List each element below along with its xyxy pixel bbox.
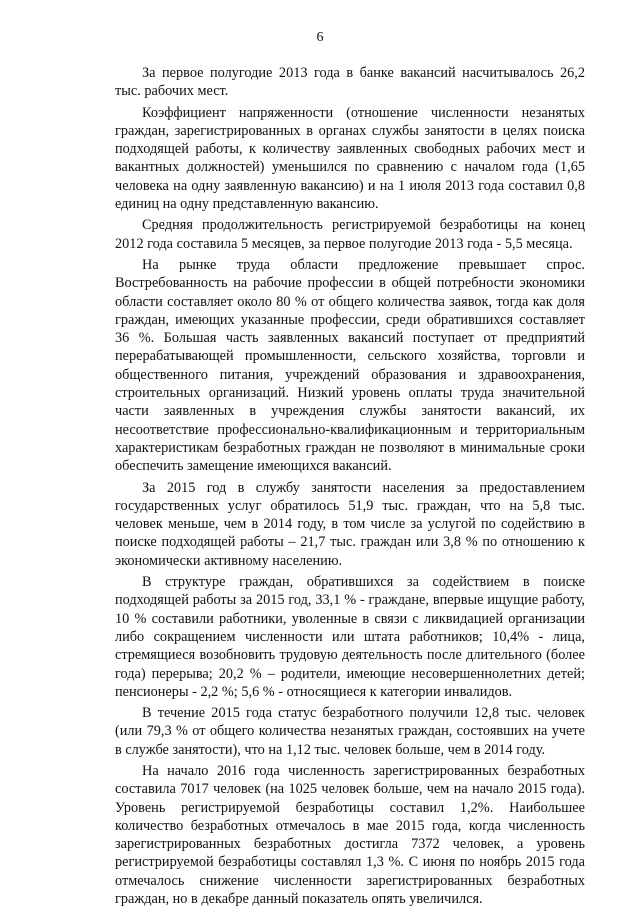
paragraph-tension-coefficient: Коэффициент напряженности (отношение численности незанятых граждан, зарегистрированных в органах службы занятости в целях поиска подходящей работы, к количеству заявленных свободных рабочих мест и вакантных должностей) уменьшился по сравнению с началом года (1,65 человека на одну заявленную вакансию) и на 1 июля 2013 года составил 0,8 единиц на одну представленную вакансию. [115, 104, 585, 213]
paragraph-unemployment-duration: Средняя продолжительность регистрируемой безработицы на конец 2012 года составила 5 месяцев, за первое полугодие 2013 года - 5,5 месяца. [115, 217, 585, 252]
paragraph-structure-of-applicants: В структуре граждан, обратившихся за содействием в поиске подходящей работы за 2015 год, 33,1 % - граждане, впервые ищущие работу, 10 % составили работники, уволенные в связи с ликвидацией организации либо сокращением численности или штата работников; 10,4% - лица, стремящиеся возобновить трудовую деятельность после длительного (более года) перерыва; 20,2 % – родители, имеющие несовершеннолетних детей; пенсионеры - 2,2 %; 5,6 % - относящиеся к категории инвалидов. [115, 574, 585, 700]
document-body [115, 64, 585, 908]
paragraph-vacancy-bank: За первое полугодие 2013 года в банке вакансий насчитывалось 26,2 тыс. рабочих мест. [115, 65, 585, 100]
paragraph-labor-market: На рынке труда области предложение превышает спрос. Востребованность на рабочие профессии в общей потребности экономики области составляет около 80 % от общего количества заявок, тогда как доля граждан, имеющих указанные профессии, среди обратившихся составляет 36 %. Большая часть заявленных вакансий поступает от предприятий перерабатывающей промышленности, сельского хозяйства, торговли и общественного питания, учреждений образования и здравоохранения, строительных организаций. Низкий уровень оплаты труда значительной части заявленных в учреждения службы занятости вакансий, их несоответствие профессионально-квалификационным и территориальным характеристикам безработных граждан не позволяют в минимальные сроки обеспечить замещение имеющихся вакансий. [115, 256, 585, 475]
page-number: 6 [316, 30, 324, 45]
paragraph-registered-unemployed-2016: На начало 2016 года численность зарегистрированных безработных составила 7017 человек (на 1025 человек больше, чем на начало 2015 года). Уровень регистрируемой безработицы составил 1,2%. Наибольшее количество безработных отмечалось в мае 2015 года, когда численность зарегистрированных безработных достигла 7372 человек, а уровень регистрируемой безработицы составлял 1,3 %. С июня по ноябрь 2015 года отмечалось снижение численности зарегистрированных безработных граждан, но в декабре данный показатель опять увеличился. [115, 762, 585, 908]
paragraph-employment-service-2015: За 2015 год в службу занятости населения за предоставлением государственных услуг обратилось 51,9 тыс. граждан, что на 5,8 тыс. человек меньше, чем в 2014 году, в том числе за услугой по содействию в поиске подходящей работы – 21,7 тыс. граждан или 3,8 % по отношению к экономически активному населению. [115, 479, 585, 569]
paragraph-unemployed-status: В течение 2015 года статус безработного получили 12,8 тыс. человек (или 79,3 % от общего количества незанятых граждан, состоявших на учете в службе занятости), что на 1,12 тыс. человек больше, чем в 2014 году. [115, 705, 585, 758]
